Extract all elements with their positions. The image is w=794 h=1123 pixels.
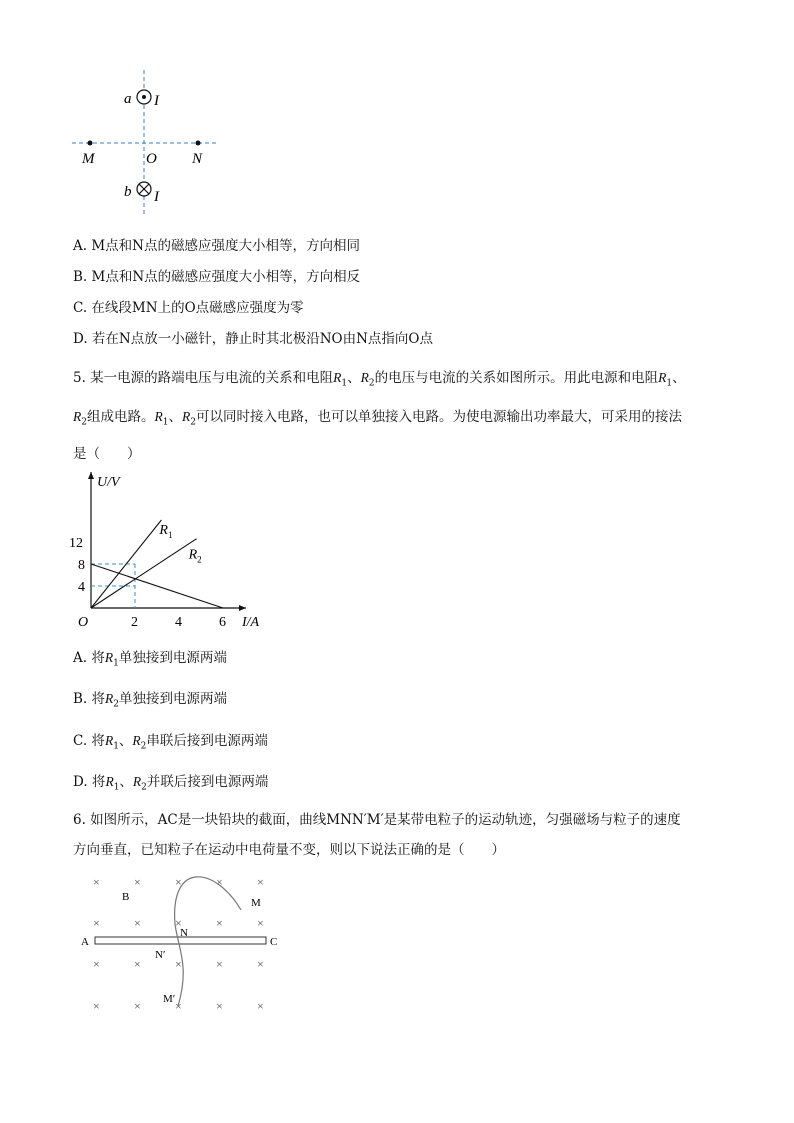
field-cross-icon: × (257, 916, 264, 930)
field-cross-icon: × (93, 999, 100, 1013)
field-cross-icon: × (175, 999, 182, 1013)
field-cross-icon: × (134, 916, 141, 930)
lead-block-figure (75, 866, 290, 1016)
q4-option-a: A. M点和N点的磁感应强度大小相等，方向相同 (73, 238, 360, 254)
series-label-1: $R_2$ (188, 547, 202, 565)
point-M (88, 141, 93, 146)
field-cross-icon: × (257, 999, 264, 1013)
q5-option-c: C. 将$R_1$、$R_2$串联后接到电源两端 (73, 733, 268, 752)
y-axis-label: U/V (97, 475, 120, 490)
y-tick-label: 12 (69, 536, 83, 551)
q5-option-d: D. 将$R_1$、$R_2$并联后接到电源两端 (73, 774, 269, 793)
series-line-2 (91, 564, 223, 608)
q4-option-d: D. 若在N点放一小磁针，静止时其北极沿NO由N点指向O点 (73, 331, 433, 347)
label-B: B (122, 891, 130, 903)
q4-option-b: B. M点和N点的磁感应强度大小相等，方向相反 (73, 269, 361, 285)
field-cross-icon: × (134, 999, 141, 1013)
label-M-prime: M′ (163, 993, 176, 1005)
series-label-0: $R_1$ (159, 523, 173, 540)
field-cross-icon: × (216, 957, 223, 971)
field-cross-icon: × (93, 957, 100, 971)
field-cross-icon: × (216, 916, 223, 930)
q5-option-a: A. 将$R_1$单独接到电源两端 (73, 650, 227, 669)
label-M: M (251, 897, 261, 909)
q6-stem-line2: 方向垂直，已知粒子在运动中电荷量不变，则以下说法正确的是（ ） (73, 842, 505, 858)
x-tick-label: 6 (219, 615, 226, 630)
x-axis-arrow (239, 605, 246, 611)
field-cross-icon: × (257, 875, 264, 889)
field-cross-icon: × (175, 916, 182, 930)
label-M: M (82, 151, 95, 167)
label-I-bottom: I (154, 189, 159, 205)
label-a: a (124, 91, 132, 107)
label-A: A (81, 936, 89, 948)
q5-stem-line3: 是（ ） (73, 446, 141, 462)
x-tick-label: 2 (131, 615, 138, 630)
q4-option-c: C. 在线段MN上的O点磁感应强度为零 (73, 300, 304, 316)
y-tick-label: 4 (78, 580, 85, 595)
series-line-1 (91, 539, 197, 608)
field-cross-icon: × (257, 957, 264, 971)
wire-figure (70, 70, 230, 220)
field-cross-icon: × (175, 957, 182, 971)
label-b: b (124, 184, 132, 200)
q5-stem-line1: 5. 某一电源的路端电压与电流的关系和电阻$R_1$、$R_2$的电压与电流的关系如图所示。用此电源和电阻$R_1$、 (73, 370, 686, 389)
q5-option-b: B. 将$R_2$单独接到电源两端 (73, 691, 227, 710)
label-I-top: I (154, 93, 159, 109)
label-N: N (192, 151, 203, 167)
ui-chart (60, 462, 280, 637)
field-cross-icon: × (175, 875, 182, 889)
field-cross-icon: × (216, 875, 223, 889)
x-tick-label: 4 (175, 615, 182, 630)
origin-label: O (78, 615, 89, 630)
label-C: C (270, 936, 278, 948)
label-N: N (180, 927, 188, 939)
label-N-prime: N′ (155, 949, 166, 961)
q6-stem-line1: 6. 如图所示，AC是一块铅块的截面，曲线MNN′M′是某带电粒子的运动轨迹，匀强磁场与粒子的速度 (73, 812, 681, 828)
field-cross-icon: × (216, 999, 223, 1013)
y-axis-arrow (88, 472, 94, 479)
field-cross-icon: × (134, 875, 141, 889)
q5-stem-line2: $R_2$组成电路。$R_1$、$R_2$可以同时接入电路，也可以单独接入电路。为使电源输出功率最大，可采用的接法 (73, 409, 682, 428)
y-tick-label: 8 (78, 558, 85, 573)
point-N (196, 141, 201, 146)
x-axis-label: I/A (242, 615, 260, 630)
field-cross-icon: × (134, 957, 141, 971)
field-cross-icon: × (93, 875, 100, 889)
field-cross-icon: × (93, 916, 100, 930)
label-O: O (146, 151, 157, 167)
